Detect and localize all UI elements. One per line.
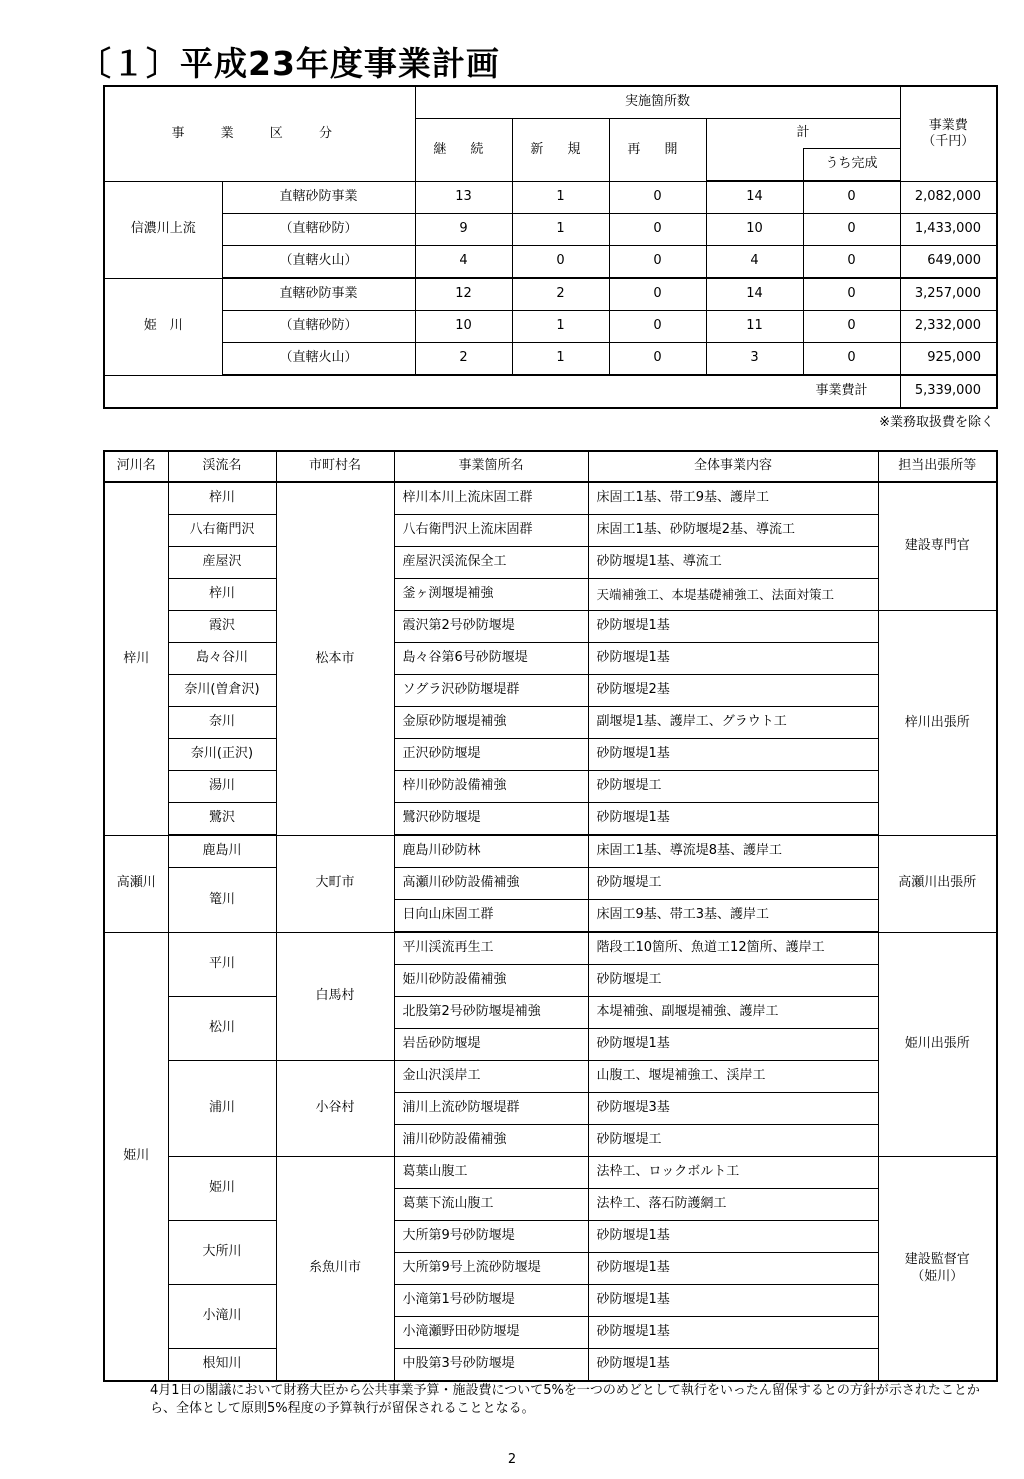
type-cell: （直轄火山）: [222, 343, 415, 376]
continuing-cell: 12: [415, 278, 512, 311]
stream-cell: 奈川: [168, 707, 276, 739]
type-cell: （直轄砂防）: [222, 214, 415, 246]
content-cell: 床固工1基、帯工9基、護岸工: [588, 482, 878, 515]
site-cell: 中股第3号砂防堰堤: [394, 1349, 588, 1382]
summary-row: [104, 214, 997, 246]
table-row: [104, 643, 997, 675]
site-cell: 霞沢第2号砂防堰堤: [394, 611, 588, 643]
resumed-cell: 0: [609, 311, 706, 343]
river-header: 河川名: [104, 451, 168, 482]
resumed-cell: 0: [609, 343, 706, 376]
type-cell: 直轄砂防事業: [222, 278, 415, 311]
total-cost-label: 事業費計: [104, 375, 900, 408]
site-cell: 梓川本川上流床固工群: [394, 482, 588, 515]
resumed-cell: 0: [609, 246, 706, 279]
continuing-header: 継 続: [415, 119, 512, 182]
resumed-cell: 0: [609, 181, 706, 214]
stream-cell: 大所川: [168, 1221, 276, 1285]
table-row: [104, 579, 997, 611]
completed-cell: 0: [803, 311, 900, 343]
table-row: [104, 739, 997, 771]
stream-cell: 根知川: [168, 1349, 276, 1382]
table-row: [104, 547, 997, 579]
stream-header: 渓流名: [168, 451, 276, 482]
municipality-cell: 糸魚川市: [276, 1157, 394, 1382]
total-cell: 10: [706, 214, 803, 246]
new-cell: 0: [512, 246, 609, 279]
cost-cell: 2,082,000: [900, 181, 997, 214]
resumed-cell: 0: [609, 214, 706, 246]
site-cell: 八右衛門沢上流床固群: [394, 515, 588, 547]
content-cell: 砂防堰堤工: [588, 771, 878, 803]
content-cell: 砂防堰堤1基: [588, 1253, 878, 1285]
page-number: 2: [507, 1452, 517, 1467]
office-cell: 梓川出張所: [878, 611, 997, 836]
site-cell: 葛葉下流山腹工: [394, 1189, 588, 1221]
river-cell: 高瀬川: [104, 835, 168, 932]
continuing-cell: 2: [415, 343, 512, 376]
table-row: [104, 515, 997, 547]
stream-cell: 篭川: [168, 868, 276, 933]
content-cell: 砂防堰堤1基、導流工: [588, 547, 878, 579]
cost-header-line1: 事業費: [928, 117, 968, 133]
region-cell: 姫 川: [104, 278, 222, 375]
table-row: [104, 771, 997, 803]
resumed-header: 再 開: [609, 119, 706, 182]
office-cell: 姫川出張所: [878, 932, 997, 1157]
summary-row: [104, 343, 997, 376]
content-cell: 本堤補強、副堰堤補強、護岸工: [588, 997, 878, 1029]
site-cell: 岩岳砂防堰堤: [394, 1029, 588, 1061]
cost-cell: 2,332,000: [900, 311, 997, 343]
stream-cell: 島々谷川: [168, 643, 276, 675]
site-cell: 大所第9号砂防堰堤: [394, 1221, 588, 1253]
page-title: 〔１〕平成23年度事業計画: [78, 44, 500, 83]
stream-cell: 小滝川: [168, 1285, 276, 1349]
office-cell: 建設専門官: [878, 482, 997, 611]
summary-row: [104, 278, 997, 311]
office-cell: [878, 1157, 997, 1382]
stream-cell: 鹿島川: [168, 835, 276, 868]
cost-cell: 649,000: [900, 246, 997, 279]
content-cell: 階段工10箇所、魚道工12箇所、護岸工: [588, 932, 878, 965]
content-cell: 砂防堰堤3基: [588, 1093, 878, 1125]
continuing-cell: 13: [415, 181, 512, 214]
summary-table: [103, 85, 998, 409]
completed-cell: 0: [803, 214, 900, 246]
summary-header-row: [104, 86, 997, 119]
excluded-cost-note: ※業務取扱費を除く: [879, 415, 994, 430]
content-cell: 砂防堰堤1基: [588, 1221, 878, 1253]
site-cell: 浦川砂防設備補強: [394, 1125, 588, 1157]
municipality-header: 市町村名: [276, 451, 394, 482]
site-cell: 日向山床固工群: [394, 900, 588, 933]
content-cell: 床固工1基、砂防堰堤2基、導流工: [588, 515, 878, 547]
total-cost-value: 5,339,000: [900, 375, 997, 408]
content-cell: 砂防堰堤1基: [588, 1285, 878, 1317]
site-cell: 小滝第1号砂防堰堤: [394, 1285, 588, 1317]
stream-cell: 梓川: [168, 579, 276, 611]
site-cell: 鹿島川砂防林: [394, 835, 588, 868]
site-cell: 姫川砂防設備補強: [394, 965, 588, 997]
total-header: 計: [706, 119, 900, 149]
completed-cell: 0: [803, 181, 900, 214]
cost-header-line2: （千円）: [922, 133, 975, 149]
content-cell: 砂防堰堤1基: [588, 1317, 878, 1349]
content-cell: 副堰堤1基、護岸工、グラウト工: [588, 707, 878, 739]
new-cell: 1: [512, 311, 609, 343]
site-cell: 小滝瀬野田砂防堰堤: [394, 1317, 588, 1349]
office-cell: 高瀬川出張所: [878, 835, 997, 932]
site-cell: 葛葉山腹工: [394, 1157, 588, 1189]
total-cell: 3: [706, 343, 803, 376]
site-cell: ソグラ沢砂防堰堤群: [394, 675, 588, 707]
office-header: 担当出張所等: [878, 451, 997, 482]
site-header: 事業箇所名: [394, 451, 588, 482]
stream-cell: 松川: [168, 997, 276, 1061]
new-cell: 1: [512, 343, 609, 376]
type-cell: 直轄砂防事業: [222, 181, 415, 214]
table-row: [104, 707, 997, 739]
stream-cell: 浦川: [168, 1061, 276, 1157]
continuing-cell: 9: [415, 214, 512, 246]
category-header: 事 業 区 分: [104, 86, 415, 181]
completed-cell: 0: [803, 278, 900, 311]
office-line1: 建設監督官: [904, 1252, 970, 1268]
municipality-cell: 松本市: [276, 482, 394, 835]
content-cell: 砂防堰堤1基: [588, 803, 878, 836]
sites-header: 実施箇所数: [415, 86, 900, 119]
summary-row: [104, 181, 997, 214]
content-cell: 砂防堰堤2基: [588, 675, 878, 707]
content-cell: 砂防堰堤工: [588, 965, 878, 997]
total-cell: 11: [706, 311, 803, 343]
site-cell: 北股第2号砂防堰堤補強: [394, 997, 588, 1029]
content-cell: 砂防堰堤工: [588, 868, 878, 900]
stream-cell: 霞沢: [168, 611, 276, 643]
site-cell: 島々谷第6号砂防堰堤: [394, 643, 588, 675]
content-cell: 砂防堰堤1基: [588, 1349, 878, 1382]
summary-row: [104, 246, 997, 279]
project-table: [103, 450, 998, 1382]
site-cell: 鷺沢砂防堰堤: [394, 803, 588, 836]
site-cell: 正沢砂防堰堤: [394, 739, 588, 771]
new-cell: 1: [512, 214, 609, 246]
summary-total-row: [104, 375, 997, 408]
content-cell: 砂防堰堤工: [588, 1125, 878, 1157]
continuing-cell: 4: [415, 246, 512, 279]
type-cell: （直轄砂防）: [222, 311, 415, 343]
total-cell: 14: [706, 278, 803, 311]
type-cell: （直轄火山）: [222, 246, 415, 279]
content-cell: 砂防堰堤1基: [588, 643, 878, 675]
content-header: 全体事業内容: [588, 451, 878, 482]
content-cell: 床固工9基、帯工3基、護岸工: [588, 900, 878, 933]
table-row: [104, 675, 997, 707]
new-cell: 2: [512, 278, 609, 311]
site-cell: 産屋沢渓流保全工: [394, 547, 588, 579]
content-cell: 法枠工、落石防護網工: [588, 1189, 878, 1221]
table-row: [104, 868, 997, 900]
total-cell: 4: [706, 246, 803, 279]
table-row: [104, 835, 997, 868]
municipality-cell: 小谷村: [276, 1061, 394, 1157]
table-row: [104, 803, 997, 836]
completed-cell: 0: [803, 343, 900, 376]
stream-cell: 奈川(曽倉沢): [168, 675, 276, 707]
site-cell: 大所第9号上流砂防堰堤: [394, 1253, 588, 1285]
cost-cell: 1,433,000: [900, 214, 997, 246]
cost-cell: 3,257,000: [900, 278, 997, 311]
table-row: [104, 1285, 997, 1317]
content-cell: 砂防堰堤1基: [588, 611, 878, 643]
municipality-cell: 白馬村: [276, 932, 394, 1061]
new-header: 新 規: [512, 119, 609, 182]
table-row: [104, 932, 997, 965]
budget-footnote: 4月1日の閣議において財務大臣から公共事業予算・施設費について5%を一つのめどとして執行をいったん留保するとの方針が示されたことから、全体として原則5%程度の予算執行が留保されることとなる。: [150, 1383, 980, 1416]
content-cell: 床固工1基、導流堤8基、護岸工: [588, 835, 878, 868]
stream-cell: 八右衛門沢: [168, 515, 276, 547]
continuing-cell: 10: [415, 311, 512, 343]
content-cell: 山腹工、堰堤補強工、渓岸工: [588, 1061, 878, 1093]
table-row: [104, 1349, 997, 1382]
summary-row: [104, 311, 997, 343]
content-cell: 天端補強工、本堤基礎補強工、法面対策工: [588, 579, 878, 611]
stream-cell: 梓川: [168, 482, 276, 515]
table-row: [104, 1061, 997, 1093]
table-row: [104, 1221, 997, 1253]
stream-cell: 産屋沢: [168, 547, 276, 579]
total-cell: 14: [706, 181, 803, 214]
table-row: [104, 1157, 997, 1189]
river-cell: 姫川: [104, 932, 168, 1381]
stream-cell: 鷺沢: [168, 803, 276, 836]
table-row: [104, 997, 997, 1029]
site-cell: 高瀬川砂防設備補強: [394, 868, 588, 900]
table-row: [104, 482, 997, 515]
table-row: [104, 611, 997, 643]
content-cell: 砂防堰堤1基: [588, 739, 878, 771]
project-header-row: [104, 451, 997, 482]
resumed-cell: 0: [609, 278, 706, 311]
river-cell: 梓川: [104, 482, 168, 835]
stream-cell: 平川: [168, 932, 276, 997]
content-cell: 法枠工、ロックボルト工: [588, 1157, 878, 1189]
cost-header: [900, 86, 997, 181]
site-cell: 浦川上流砂防堰堤群: [394, 1093, 588, 1125]
stream-cell: 姫川: [168, 1157, 276, 1221]
new-cell: 1: [512, 181, 609, 214]
municipality-cell: 大町市: [276, 835, 394, 932]
site-cell: 金山沢渓岸工: [394, 1061, 588, 1093]
site-cell: 金原砂防堰堤補強: [394, 707, 588, 739]
site-cell: 梓川砂防設備補強: [394, 771, 588, 803]
office-line2: （姫川）: [911, 1268, 964, 1284]
site-cell: 釜ヶ渕堰堤補強: [394, 579, 588, 611]
cost-cell: 925,000: [900, 343, 997, 376]
stream-cell: 奈川(正沢): [168, 739, 276, 771]
completed-cell: 0: [803, 246, 900, 279]
site-cell: 平川渓流再生工: [394, 932, 588, 965]
completed-header: うち完成: [803, 149, 900, 182]
stream-cell: 湯川: [168, 771, 276, 803]
content-cell: 砂防堰堤1基: [588, 1029, 878, 1061]
region-cell: 信濃川上流: [104, 181, 222, 278]
